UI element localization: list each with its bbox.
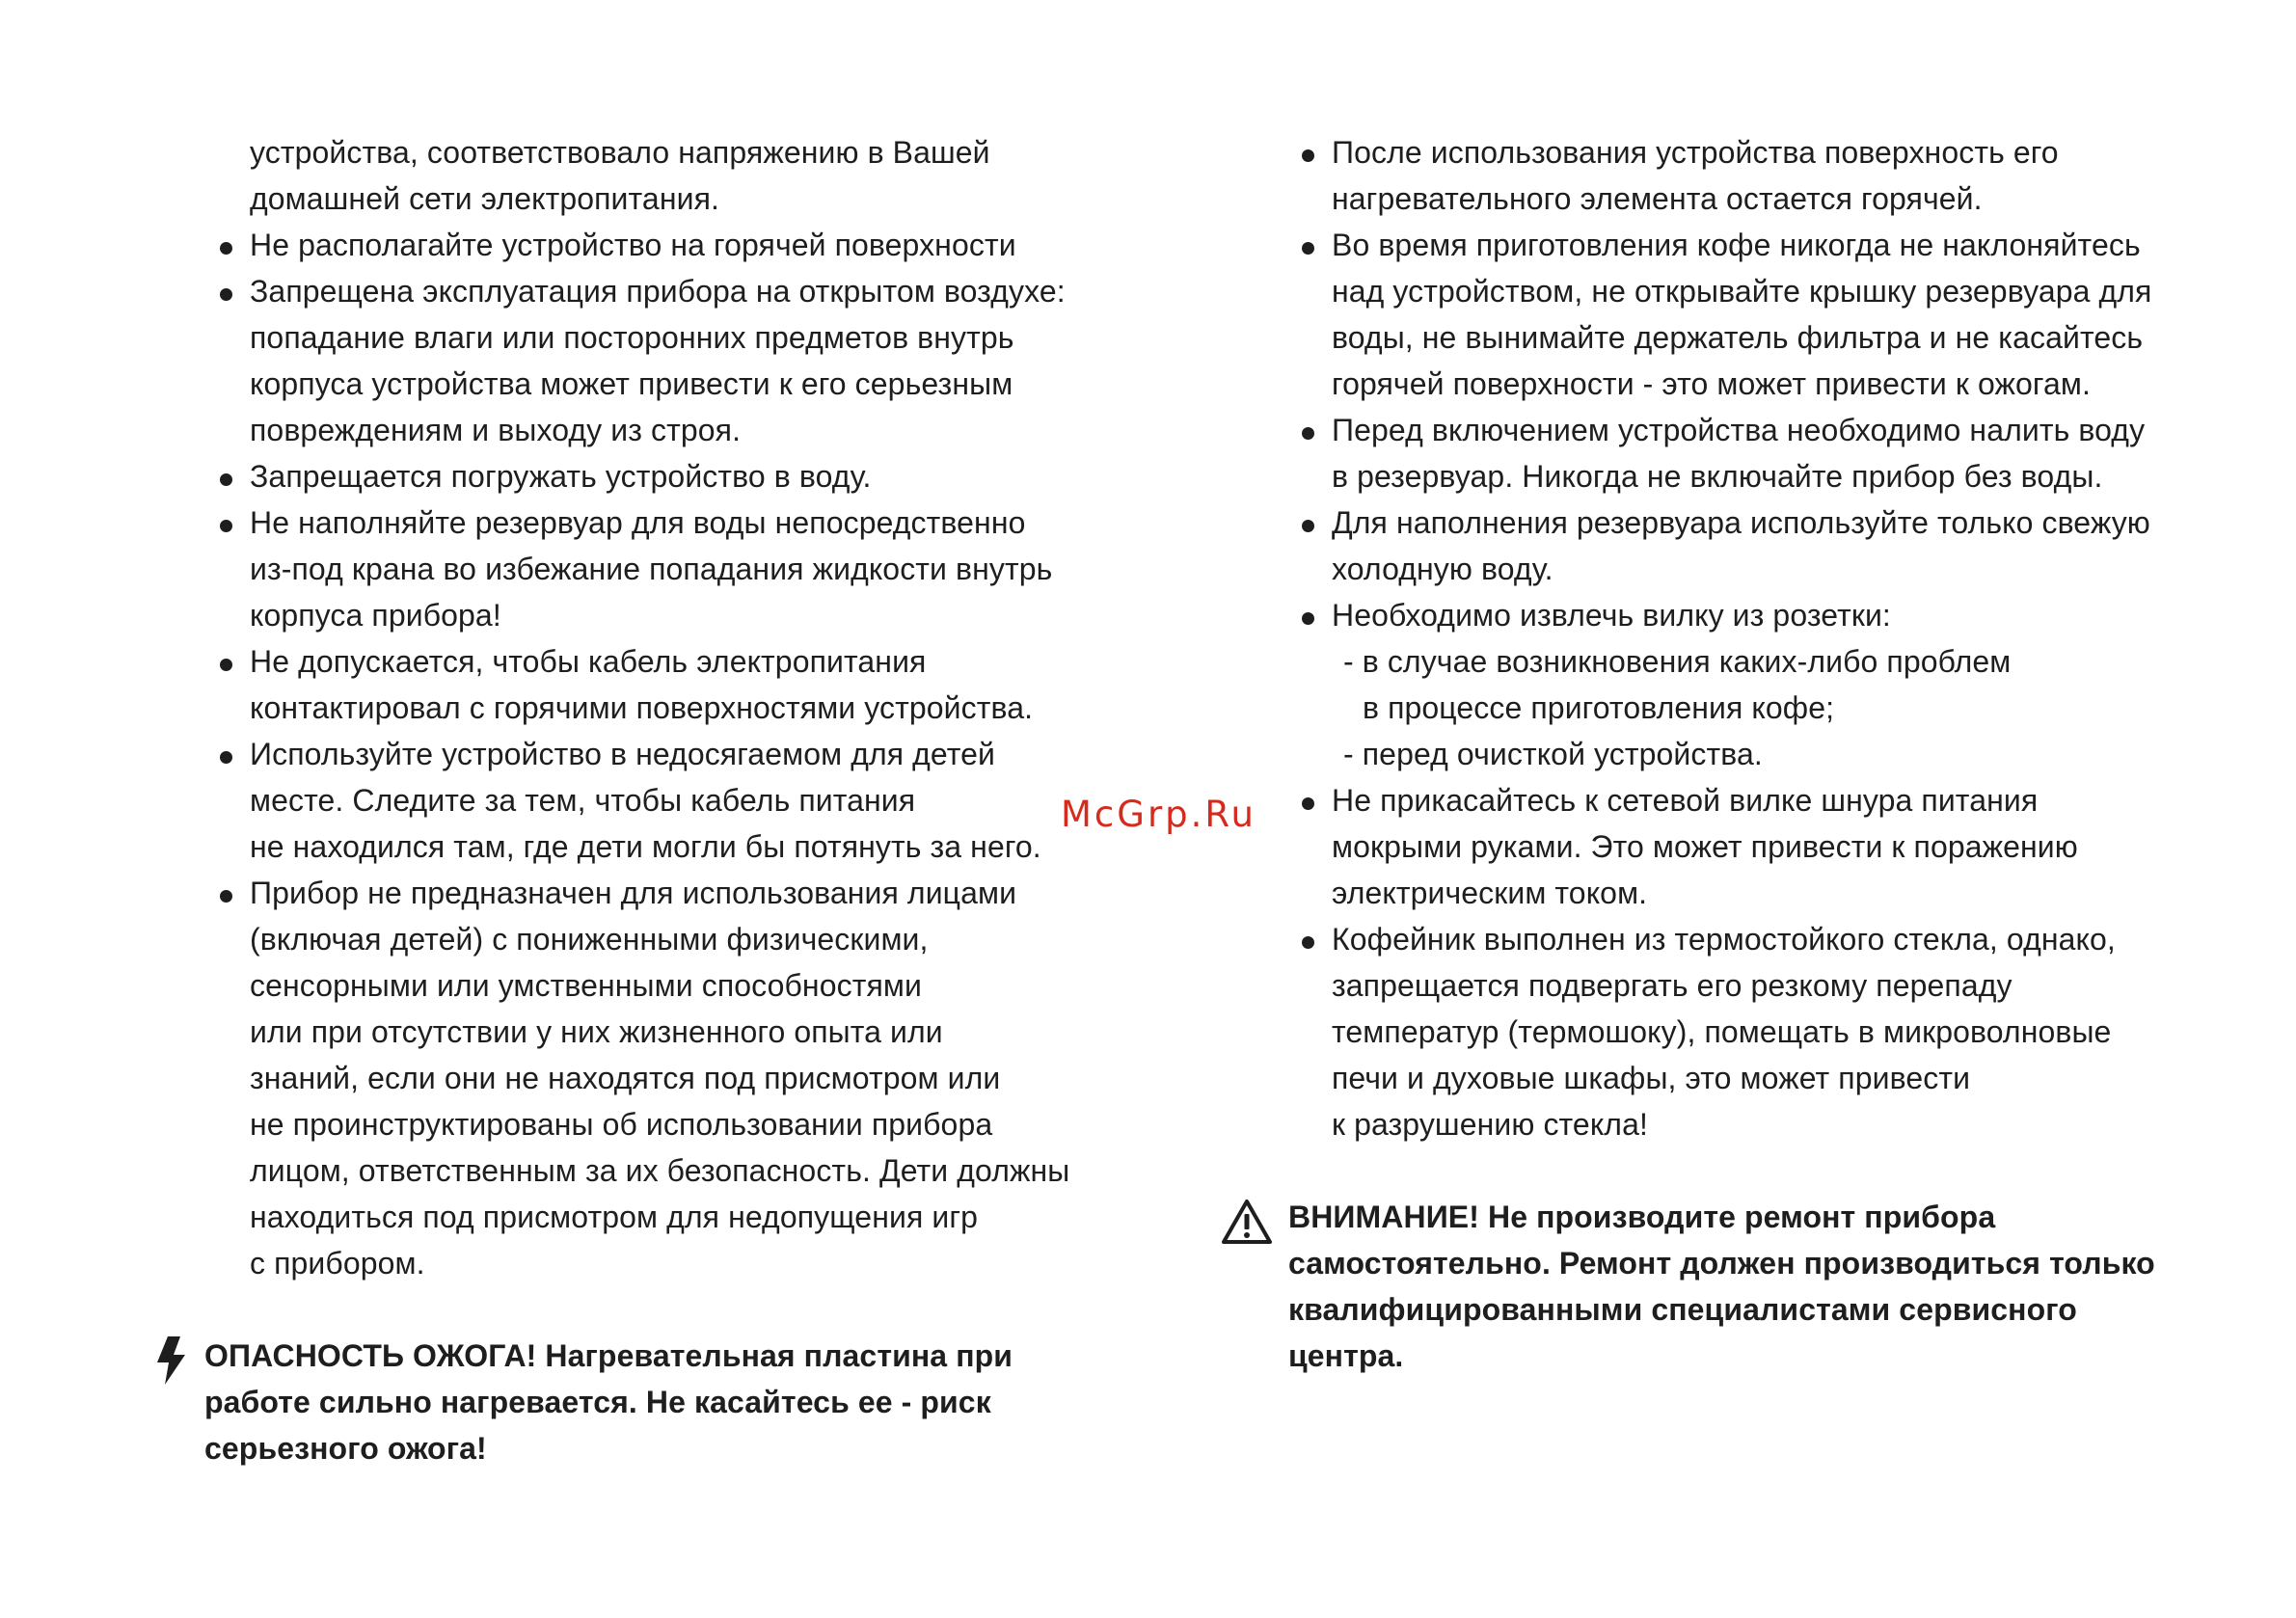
list-item-line: Не располагайте устройство на горячей поверхности xyxy=(250,228,1016,262)
list-item-line: Для наполнения резервуара используйте только свежую xyxy=(1332,505,2150,540)
watermark: McGrp.Ru xyxy=(1061,794,1256,835)
list-item-line: мокрыми руками. Это может привести к поражению xyxy=(1332,829,2078,864)
list-item-line: не находился там, где дети могли бы потянуть за него. xyxy=(250,829,1041,864)
list-item-line: Перед включением устройства необходимо налить воду xyxy=(1332,413,2146,447)
bullet-icon xyxy=(1302,936,1314,949)
intro-line: домашней сети электропитания. xyxy=(250,181,719,216)
bullet-icon xyxy=(1302,149,1314,162)
repair-warning-line: самостоятельно. Ремонт должен производиться только xyxy=(1288,1246,2155,1281)
list-item-line: с прибором. xyxy=(250,1246,425,1281)
bullet-icon xyxy=(220,473,232,486)
list-item-line: лицом, ответственным за их безопасность. Дети должны xyxy=(250,1153,1070,1188)
list-item-line: корпуса прибора! xyxy=(250,598,501,633)
list-item-line: знаний, если они не находятся под присмотром или xyxy=(250,1061,1001,1095)
lightning-icon xyxy=(154,1335,187,1386)
list-item-line: запрещается подвергать его резкому перепаду xyxy=(1332,968,2012,1003)
sub-item-line: - в случае возникновения каких-либо проблем xyxy=(1343,644,2012,679)
list-item-line: горячей поверхности - это может привести к ожогам. xyxy=(1332,366,2091,401)
repair-warning-line: квалифицированными специалистами сервисного xyxy=(1288,1292,2077,1327)
list-item-line: Не наполняйте резервуар для воды непосредственно xyxy=(250,505,1026,540)
list-item-line: нагревательного элемента остается горячей. xyxy=(1332,181,1983,216)
bullet-icon xyxy=(220,242,232,255)
list-item-line: После использования устройства поверхность его xyxy=(1332,135,2059,170)
list-item-line: контактировал с горячими поверхностями устройства. xyxy=(250,690,1034,725)
list-item-line: Прибор не предназначен для использования лицами xyxy=(250,876,1017,910)
burn-warning-line: работе сильно нагревается. Не касайтесь ее - риск xyxy=(204,1385,991,1419)
bullet-icon xyxy=(220,288,232,301)
list-item-line: повреждениям и выходу из строя. xyxy=(250,413,742,447)
list-item-line: воды, не вынимайте держатель фильтра и не касайтесь xyxy=(1332,320,2144,355)
list-item-line: холодную воду. xyxy=(1332,552,1553,586)
list-item-line: или при отсутствии у них жизненного опыта или xyxy=(250,1014,943,1049)
bullet-icon xyxy=(1302,242,1314,255)
list-item-line: над устройством, не открывайте крышку резервуара для xyxy=(1332,274,2152,309)
list-item-line: сенсорными или умственными способностями xyxy=(250,968,922,1003)
list-item-line: электрическим током. xyxy=(1332,876,1648,910)
bullet-icon xyxy=(1302,520,1314,532)
list-item-line: не проинструктированы об использовании прибора xyxy=(250,1107,993,1142)
sub-item-line: - перед очисткой устройства. xyxy=(1343,737,1763,771)
list-item-line: температур (термошоку), помещать в микроволновые xyxy=(1332,1014,2112,1049)
bullet-icon xyxy=(1302,797,1314,810)
list-item-line: Не прикасайтесь к сетевой вилке шнура питания xyxy=(1332,783,2039,818)
burn-warning-line: серьезного ожога! xyxy=(204,1431,487,1466)
list-item-line: Запрещается погружать устройство в воду. xyxy=(250,459,872,494)
intro-line: устройства, соответствовало напряжению в Вашей xyxy=(250,135,990,170)
list-item-line: из-под крана во избежание попадания жидкости внутрь xyxy=(250,552,1053,586)
warning-triangle-icon xyxy=(1221,1198,1273,1246)
list-item-line: месте. Следите за тем, чтобы кабель питания xyxy=(250,783,916,818)
list-item-line: (включая детей) с пониженными физическими, xyxy=(250,922,929,957)
list-item-line: Кофейник выполнен из термостойкого стекла, однако, xyxy=(1332,922,2116,957)
list-item-line: в резервуар. Никогда не включайте прибор без воды. xyxy=(1332,459,2103,494)
bullet-icon xyxy=(220,520,232,532)
bullet-icon xyxy=(220,890,232,903)
bullet-icon xyxy=(220,659,232,671)
list-item-line: Необходимо извлечь вилку из розетки: xyxy=(1332,598,1891,633)
list-item-line: печи и духовые шкафы, это может привести xyxy=(1332,1061,1971,1095)
bullet-icon xyxy=(1302,427,1314,440)
list-item-line: Запрещена эксплуатация прибора на открытом воздухе: xyxy=(250,274,1066,309)
repair-warning-line: ВНИМАНИЕ! Не производите ремонт прибора xyxy=(1288,1200,1996,1234)
list-item-line: попадание влаги или посторонних предметов внутрь xyxy=(250,320,1014,355)
bullet-icon xyxy=(1302,612,1314,625)
repair-warning-line: центра. xyxy=(1288,1338,1404,1373)
list-item-line: находиться под присмотром для недопущения игр xyxy=(250,1200,979,1234)
burn-warning-line: ОПАСНОСТЬ ОЖОГА! Нагревательная пластина при xyxy=(204,1338,1013,1373)
list-item-line: Во время приготовления кофе никогда не наклоняйтесь xyxy=(1332,228,2141,262)
list-item-line: корпуса устройства может привести к его серьезным xyxy=(250,366,1013,401)
list-item-line: к разрушению стекла! xyxy=(1332,1107,1648,1142)
list-item-line: Не допускается, чтобы кабель электропитания xyxy=(250,644,927,679)
list-item-line: Используйте устройство в недосягаемом для детей xyxy=(250,737,996,771)
sub-item-line: в процессе приготовления кофе; xyxy=(1363,690,1835,725)
bullet-icon xyxy=(220,751,232,764)
